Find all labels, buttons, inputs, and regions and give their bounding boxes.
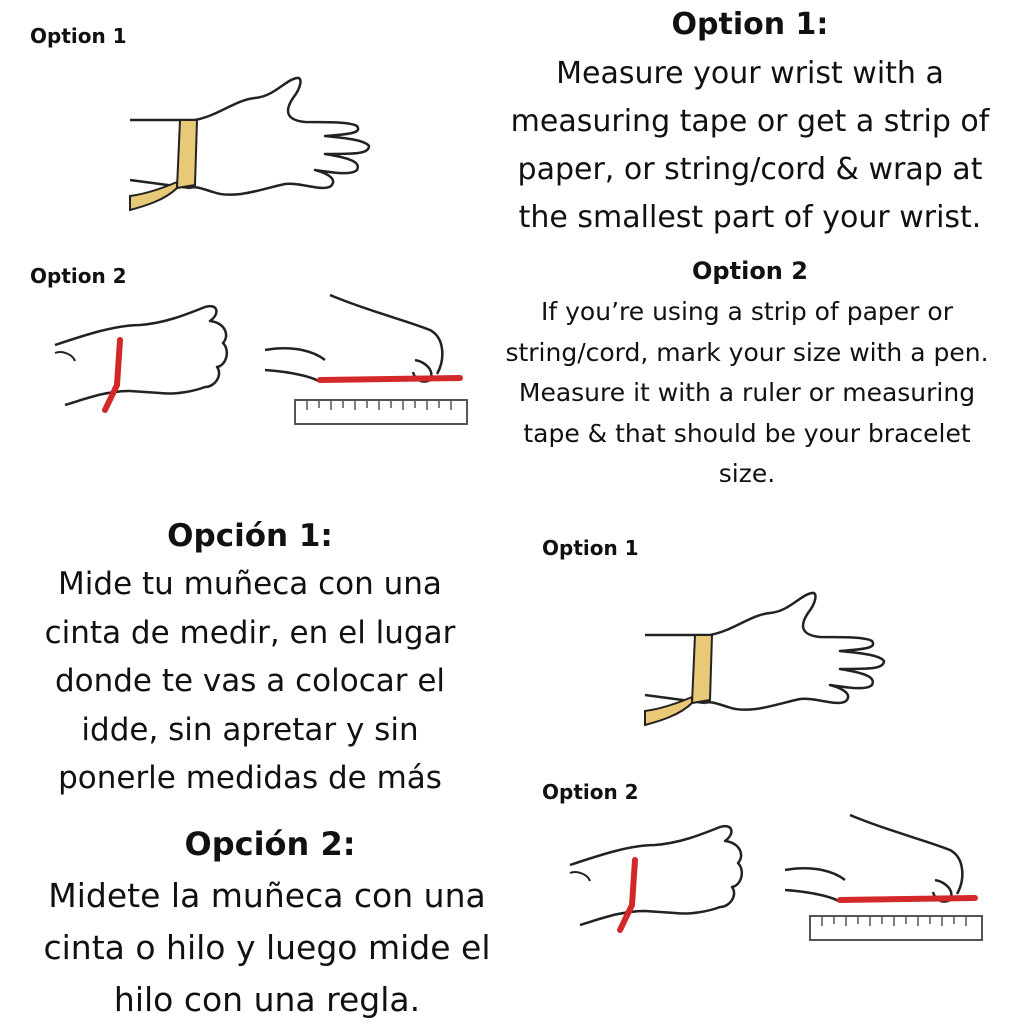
spanish-option1-body — [10, 560, 490, 803]
spanish-option2-line: hilo con una regla. — [113, 980, 421, 1019]
ruler-cord-illustration-top — [255, 290, 470, 430]
english-option2-line: size. — [718, 459, 776, 488]
english-option1-title: Option 1: — [671, 7, 829, 42]
spanish-option1-title: Opción 1: — [167, 518, 333, 554]
english-option1-line: Measure your wrist with a — [556, 56, 944, 91]
spanish-option1-line: Mide tu muñeca con una — [58, 566, 442, 602]
wrist-tape-illustration-top — [125, 70, 385, 220]
spanish-option2-body — [10, 870, 524, 1026]
english-option2-body — [474, 292, 1020, 495]
english-option2-line: If you’re using a strip of paper or — [541, 297, 953, 326]
option1-label-top: Option 1 — [30, 24, 127, 48]
english-option1-line: paper, or string/cord & wrap at — [517, 152, 983, 187]
english-option2-title: Option 2 — [692, 257, 808, 285]
spanish-option1-line: donde te vas a colocar el — [54, 663, 446, 699]
spanish-option2-line: cinta o hilo y luego mide el — [43, 928, 491, 967]
wrist-tape-illustration-bottom — [640, 585, 900, 735]
spanish-option2-title: Opción 2: — [184, 825, 356, 863]
option1-label-bottom: Option 1 — [542, 536, 639, 560]
ruler-cord-illustration-bottom — [775, 810, 990, 950]
english-option2-line: string/cord, mark your size with a pen. — [505, 337, 989, 367]
option2-label-bottom: Option 2 — [542, 780, 639, 804]
spanish-option1-line: cinta de medir, en el lugar — [44, 614, 456, 651]
english-option1-line: measuring tape or get a strip of — [510, 104, 990, 139]
english-option2-line: tape & that should be your bracelet — [523, 418, 971, 448]
english-option2-line: Measure it with a ruler or measuring — [518, 378, 976, 407]
english-option1-line: the smallest part of your wrist. — [518, 200, 982, 235]
spanish-option1-line: ponerle medidas de más — [58, 760, 442, 796]
spanish-option1-line: idde, sin apretar y sin — [81, 711, 419, 748]
option2-label-top: Option 2 — [30, 264, 127, 288]
english-option1-body — [480, 50, 1020, 242]
spanish-option2-line: Midete la muñeca con una — [48, 876, 486, 915]
wrist-cord-illustration-top — [45, 295, 245, 425]
wrist-cord-illustration-bottom — [560, 815, 760, 945]
